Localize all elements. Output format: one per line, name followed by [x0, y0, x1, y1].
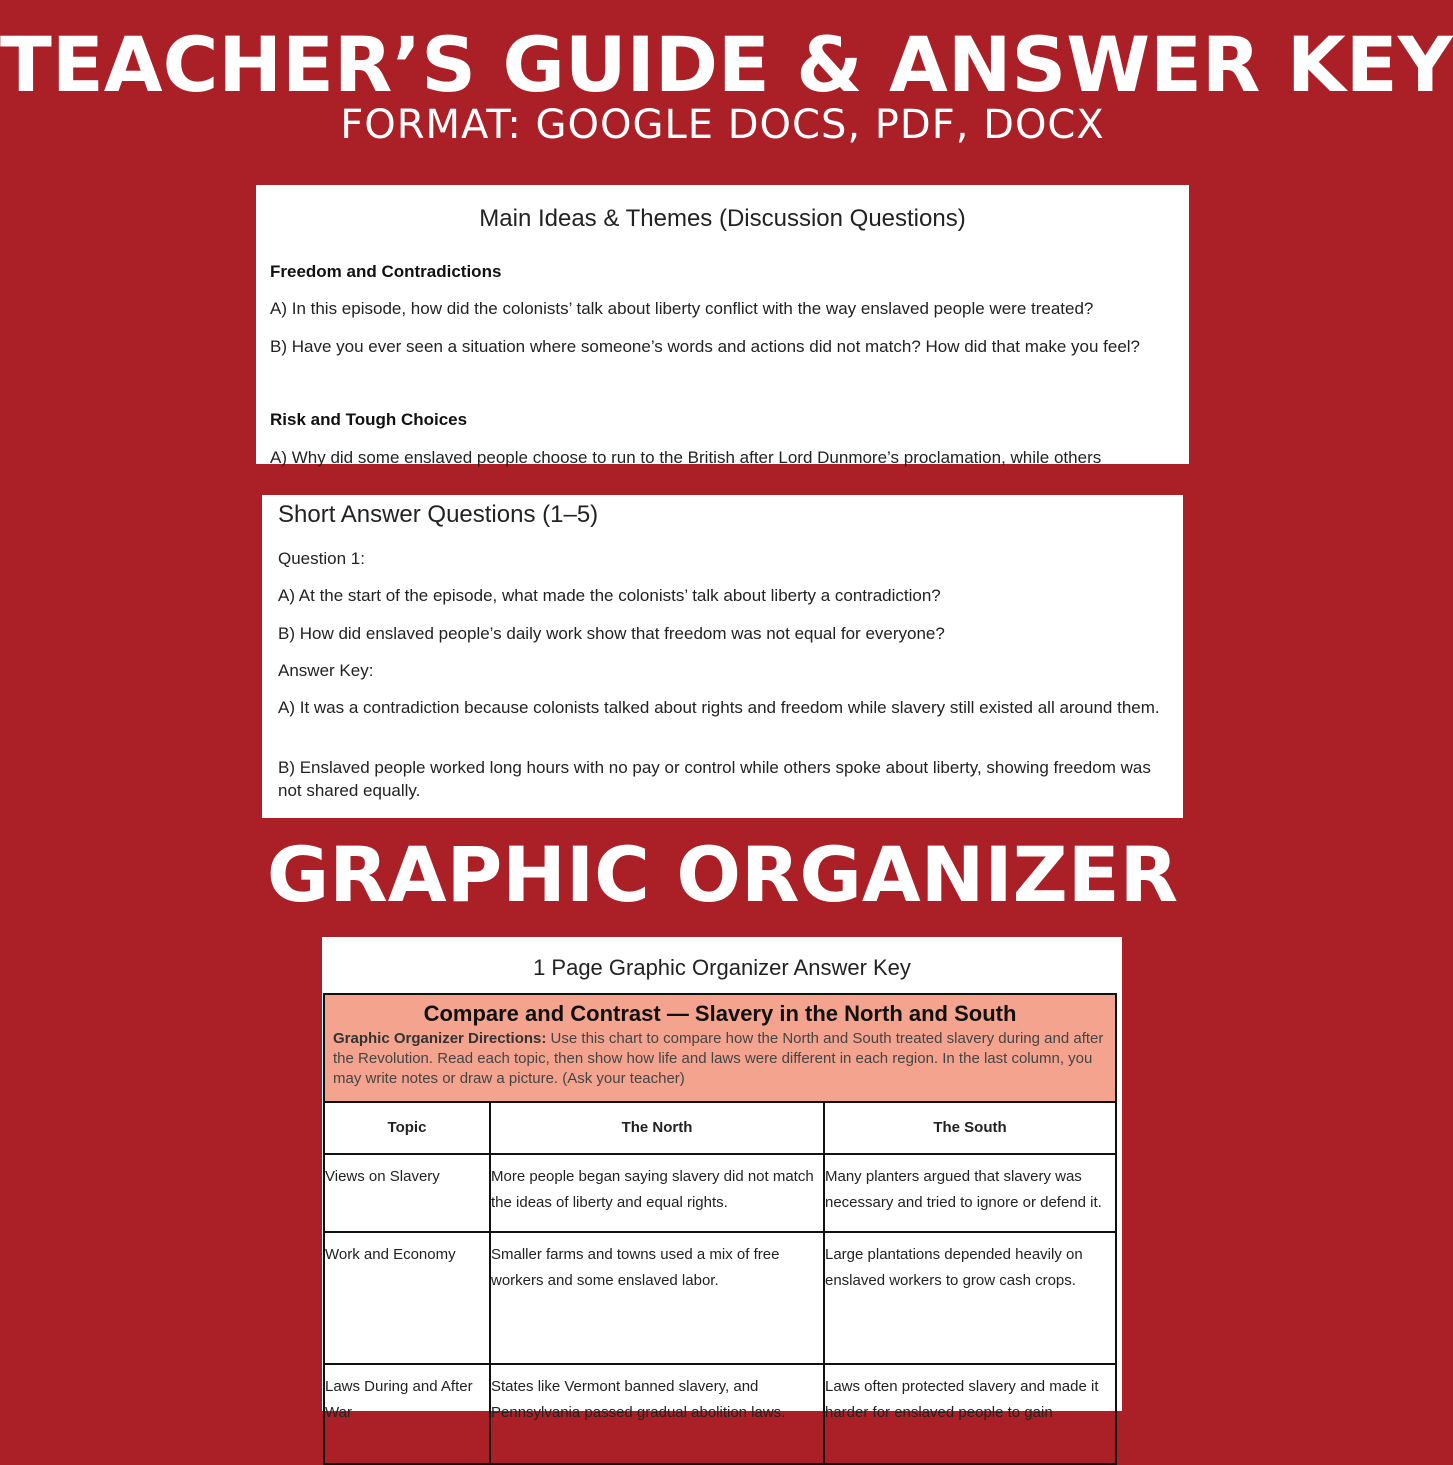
table-cell: Work and Economy: [325, 1232, 490, 1364]
format-subtitle: FORMAT: GOOGLE DOCS, PDF, DOCX: [340, 102, 1105, 148]
table-cell: More people began saying slavery did not match the ideas of liberty and equal rights.: [490, 1154, 824, 1232]
organizer-chart: [323, 993, 1117, 1465]
table-cell: Large plantations depended heavily on enslaved workers to grow cash crops.: [824, 1232, 1115, 1364]
directions-label: Graphic Organizer Directions:: [333, 1030, 547, 1047]
directions-text: Use this chart to compare how the North and South treated slavery during and after the Revolution. Read each topic, then show how life and laws were different in each region. In the last column, you may write notes or draw a picture. (Ask your teacher): [333, 1030, 1104, 1087]
question-text: A) At the start of the episode, what made the colonists’ talk about liberty a contradiction?: [278, 586, 941, 605]
answer-key-label: Answer Key:: [278, 661, 374, 680]
short-answer-preview: [262, 495, 1183, 818]
question-text: B) Have you ever seen a situation where someone’s words and actions did not match? How did that make you feel?: [270, 337, 1141, 356]
table-row: [325, 1232, 1115, 1364]
graphic-organizer-preview: [322, 937, 1122, 1421]
table-cell: Smaller farms and towns used a mix of free workers and some enslaved labor.: [490, 1232, 824, 1364]
answer-text: A) It was a contradiction because colonists talked about rights and freedom while slavery still existed all around them.: [278, 698, 1160, 717]
section-heading: Freedom and Contradictions: [270, 262, 502, 281]
answer-text: B) Enslaved people worked long hours with no pay or control while others spoke about liberty, showing freedom was not shared equally.: [278, 758, 1151, 800]
question-text: B) How did enslaved people’s daily work show that freedom was not equal for everyone?: [278, 624, 945, 643]
question-label: Question 1:: [278, 549, 365, 568]
short-answer-title: Short Answer Questions (1–5): [278, 501, 599, 528]
page-title: TEACHER’S GUIDE & ANSWER KEY: [0, 20, 1453, 109]
section-heading: Risk and Tough Choices: [270, 410, 468, 429]
graphic-organizer-heading: GRAPHIC ORGANIZER: [266, 830, 1179, 919]
organizer-banner: [325, 995, 1115, 1103]
column-header: The South: [824, 1103, 1115, 1154]
table-row: [325, 1154, 1115, 1232]
table-row: [325, 1364, 1115, 1464]
table-cell: Laws During and After War: [325, 1364, 490, 1464]
column-header: The North: [490, 1103, 824, 1154]
discussion-title: Main Ideas & Themes (Discussion Questions): [479, 205, 966, 232]
table-cell: Views on Slavery: [325, 1154, 490, 1232]
table-cell: States like Vermont banned slavery, and Pennsylvania passed gradual abolition laws.: [490, 1364, 824, 1464]
organizer-directions: [333, 1029, 1107, 1089]
table-cell: Laws often protected slavery and made it harder for enslaved people to gain: [824, 1364, 1115, 1464]
organizer-table: [325, 1103, 1115, 1465]
question-text: A) In this episode, how did the colonists’ talk about liberty conflict with the way enslaved people were treated?: [270, 299, 1094, 318]
column-header: Topic: [325, 1103, 490, 1154]
discussion-questions-preview: [256, 185, 1189, 467]
table-header-row: [325, 1103, 1115, 1154]
table-cell: Many planters argued that slavery was necessary and tried to ignore or defend it.: [824, 1154, 1115, 1232]
organizer-page-title: 1 Page Graphic Organizer Answer Key: [533, 955, 911, 980]
question-text: A) Why did some enslaved people choose to run to the British after Lord Dunmore’s proclamation, while others: [270, 448, 1102, 467]
organizer-banner-title: Compare and Contrast — Slavery in the North and South: [423, 1001, 1017, 1026]
